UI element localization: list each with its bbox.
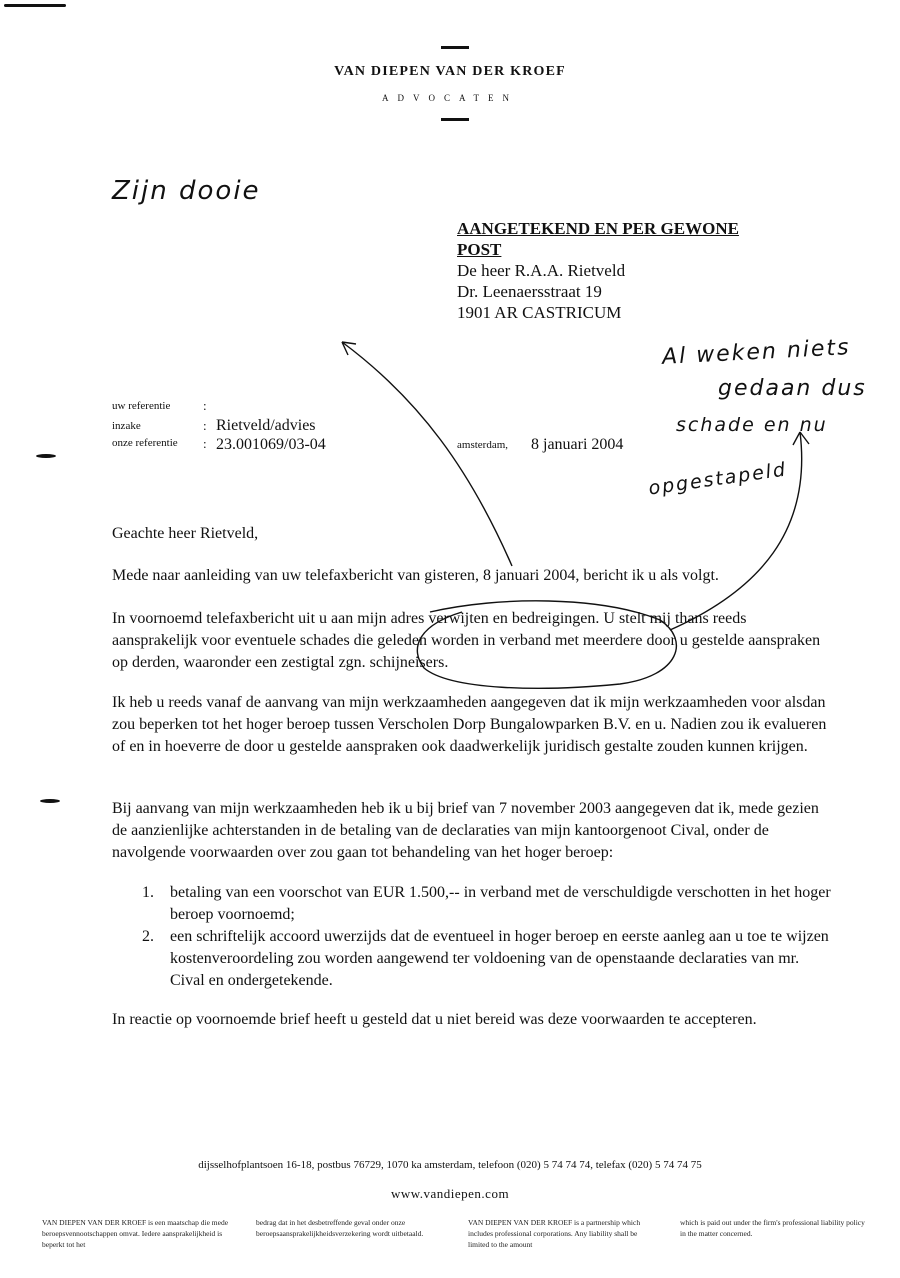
ref-inzake-value: Rietveld/advies: [216, 417, 316, 434]
recipient-name: De heer R.A.A. Rietveld: [457, 261, 626, 280]
paragraph-5: In reactie op voornoemde brief heeft u gesteld dat u niet bereid was deze voorwaarden te accepteren.: [112, 1011, 757, 1028]
list-item-number: 1.: [142, 884, 154, 901]
footer-website[interactable]: www.vandiepen.com: [390, 1186, 510, 1201]
ref-uw-colon: :: [203, 398, 207, 413]
recipient-street: Dr. Leenaersstraat 19: [457, 282, 602, 301]
footer-disclaimer-1: VAN DIEPEN VAN DER KROEF is een maatschap die mede beroepsvennootschappen omvat. Iedere aansprakelijkheid is beperkt tot het: [42, 1218, 229, 1249]
footer-disclaimer-4: which is paid out under the firm's professional liability policy in the matter concerned.: [680, 1218, 865, 1238]
ref-onze-colon: :: [203, 436, 207, 451]
salutation: Geachte heer Rietveld,: [112, 525, 259, 542]
footer-disclaimer-3: VAN DIEPEN VAN DER KROEF is a partnership which includes professional corporations. Any liability shall be limited to the amount: [468, 1218, 641, 1249]
conditions-list: [112, 882, 832, 992]
handwritten-note-margin-2: gedaan dus: [718, 376, 867, 401]
list-item: [112, 882, 832, 926]
delivery-mode-line1: AANGETEKEND EN PER GEWONE: [457, 219, 739, 238]
paragraph-3: Ik heb u reeds vanaf de aanvang van mijn werkzaamheden aangegeven dat ik mijn werkzaamheden voor alsdan zou beperken tot het hoger beroep tussen Verscholen Dorp Bungalowparken B.V. en u. Nadien zou ik evalueren of en in hoeverre de door u gestelde aanspraken ook daadwerkelijk juridisch gestalte zouden kunnen krijgen.: [112, 694, 827, 755]
list-item-number: 2.: [142, 928, 154, 945]
handwritten-note-margin-4: opgestapeld: [647, 458, 789, 500]
footer-address: dijsselhofplantsoen 16-18, postbus 76729, 1070 ka amsterdam, telefoon (020) 5 74 74 74, telefax (020) 5 74 74 75: [198, 1159, 702, 1171]
ref-onze-label: onze referentie: [112, 437, 178, 449]
firm-name: VAN DIEPEN VAN DER KROEF: [334, 64, 566, 79]
footer-disclaimer-2: bedrag dat in het desbetreffende geval onder onze beroepsaansprakelijkheidsverzekering wordt uitbetaald.: [256, 1218, 424, 1238]
handwritten-note-margin-3: schade en nu: [676, 414, 828, 436]
ref-uw-label: uw referentie: [112, 400, 171, 412]
handwritten-note-top: Zijn dooie: [112, 176, 261, 206]
list-item: [112, 926, 832, 992]
date-place-label: amsterdam,: [457, 439, 509, 451]
paragraph-1: Mede naar aanleiding van uw telefaxbericht van gisteren, 8 januari 2004, bericht ik u als volgt.: [112, 567, 719, 584]
letter-date: 8 januari 2004: [531, 436, 624, 453]
ref-inzake-colon: :: [203, 418, 207, 433]
recipient-block: [457, 218, 739, 323]
list-item-text: een schriftelijk accoord uwerzijds dat de eventueel in hoger beroep en eerste aanleg aan u toe te wijzen kostenveroordeling zou worden aangewend ter voldoening van de openstaande declaraties van mr. Cival en ondergetekende.: [170, 928, 829, 989]
firm-subtitle: ADVOCATEN: [382, 93, 518, 103]
list-item-text: betaling van een voorschot van EUR 1.500,-- in verband met de verschuldigde verschotten in het hoger beroep voornoemd;: [170, 884, 831, 923]
paragraph-4: Bij aanvang van mijn werkzaamheden heb ik u bij brief van 7 november 2003 aangegeven dat ik, mede gezien de aanzienlijke achterstanden in de betaling van de declaraties van mijn kantoorgenoot Cival, onder de navolgende voorwaarden over zou gaan tot behandeling van het hoger beroep:: [112, 800, 819, 861]
handwritten-note-margin-1: Al weken niets: [661, 335, 852, 370]
delivery-mode-line2: POST: [457, 240, 502, 259]
ref-onze-value: 23.001069/03-04: [216, 436, 326, 453]
recipient-city: 1901 AR CASTRICUM: [457, 303, 622, 322]
ref-inzake-label: inzake: [112, 420, 141, 432]
paragraph-2: In voornoemd telefaxbericht uit u aan mijn adres verwijten en bedreigingen. U stelt mij thans reeds aansprakelijk voor eventuele schades die geleden worden in verband met meerdere door u gestelde aanspraken op derden, waaronder een zestigtal zgn. schijneisers.: [112, 610, 821, 671]
